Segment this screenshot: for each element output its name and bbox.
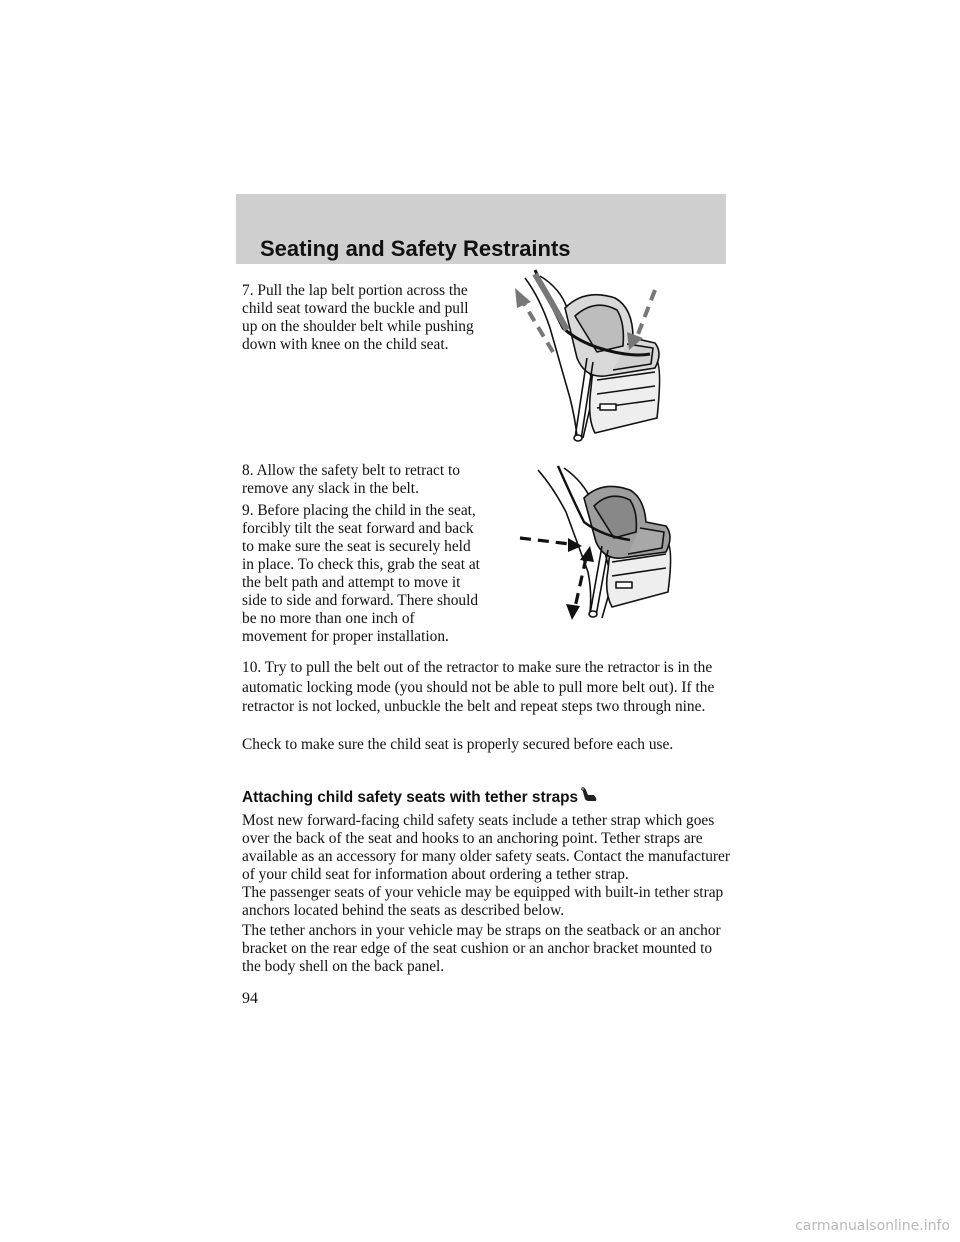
watermark: carmanualsonline.info bbox=[795, 1218, 950, 1234]
child-seat-belt-tighten-illustration bbox=[505, 268, 675, 446]
section-title: Seating and Safety Restraints bbox=[260, 236, 571, 261]
step-7-text: 7. Pull the lap belt portion across the child seat toward the buckle and pull up on the shoulder belt while pushing down with knee on the child seat. bbox=[242, 282, 474, 353]
step-8-text: 8. Allow the safety belt to retract to remove any slack in the belt. bbox=[242, 462, 460, 497]
page-number: 94 bbox=[242, 990, 258, 1007]
step-9-text: 9. Before placing the child in the seat, forcibly tilt the seat forward and back to make sure the seat is securely held in place. To check this, grab the seat at the belt path and attempt to move it side to side and forward. There should be no more than one inch of movement for proper installation. bbox=[242, 502, 480, 645]
tether-paragraph-2: The passenger seats of your vehicle may be equipped with built-in tether strap anchors located behind the seats as described below. bbox=[242, 884, 724, 919]
tether-heading bbox=[242, 786, 598, 809]
step-10-text: 10. Try to pull the belt out of the retractor to make sure the retractor is in the automatic locking mode (you should not be able to pull more belt out). If the retractor is not locked, unbuckle the belt and repeat steps two through nine. bbox=[242, 659, 715, 715]
tether-paragraph-3: The tether anchors in your vehicle may be straps on the seatback or an anchor bracket on the rear edge of the seat cushion or an anchor bracket mounted to the body shell on the back panel. bbox=[242, 922, 721, 975]
child-seat-icon bbox=[580, 786, 598, 809]
check-text: Check to make sure the child seat is properly secured before each use. bbox=[242, 736, 674, 753]
child-seat-check-illustration bbox=[518, 462, 680, 622]
tether-paragraph-1: Most new forward-facing child safety seats include a tether strap which goes over the back of the seat and hooks to an anchoring point. Tether straps are available as an accessory for many older safety seats. Contact the manufacturer of your child seat for information about ordering a tether strap. bbox=[242, 812, 731, 883]
tether-heading-text: Attaching child safety seats with tether straps bbox=[242, 789, 579, 806]
